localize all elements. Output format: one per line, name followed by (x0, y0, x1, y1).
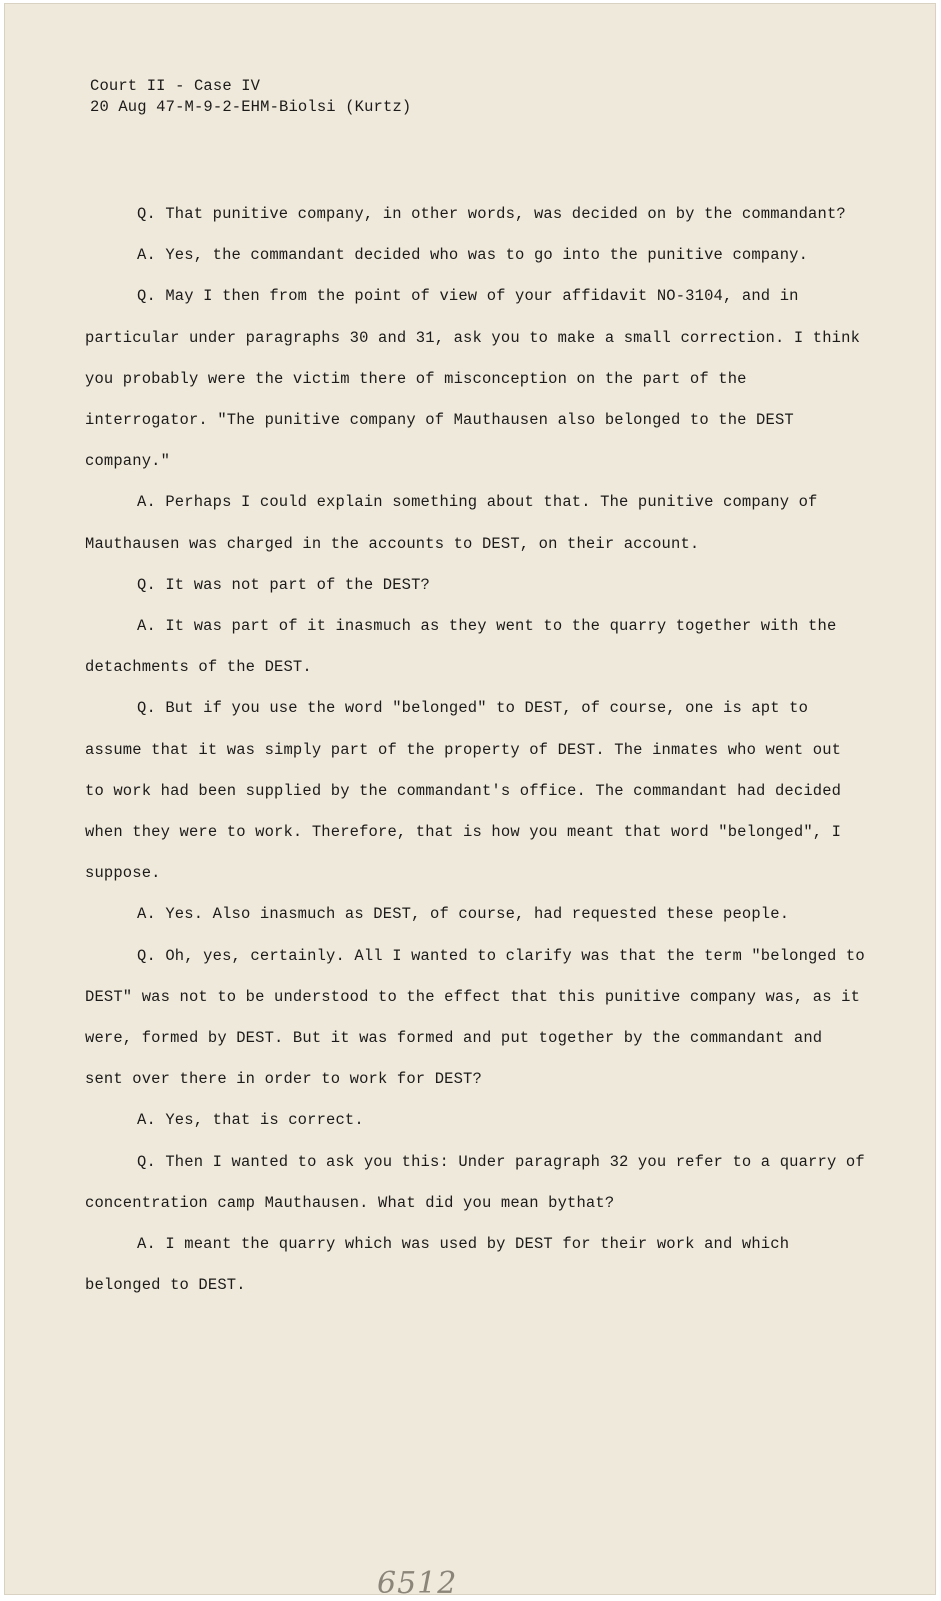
transcript-paragraph: A. Yes, the commandant decided who was to go into the punitive company. (137, 246, 809, 265)
transcript-paragraph: A. It was part of it inasmuch as they went to the quarry together with the detachments of the DEST. (85, 617, 837, 677)
handwritten-page-number: 6512 (377, 1566, 458, 1601)
session-reference-line: 20 Aug 47-M-9-2-EHM-Biolsi (Kurtz) (90, 98, 412, 116)
transcript-paragraph: Q. But if you use the word "belonged" to DEST, of course, one is apt to assume that it was simply part of the property of DEST. The inmates who went out to work had been supplied by the commandant's office. The commandant had decided when they were to work. Therefore, that is how you meant that word "belonged", I suppose. (85, 699, 842, 883)
transcript-paragraph: Q. May I then from the point of view of your affidavit NO-3104, and in particular under paragraphs 30 and 31, ask you to make a small correction. I think you probably were the victim there of misconception on the part of the interrogator. "The punitive company of Mauthausen also belonged to the DEST company." (85, 287, 861, 471)
transcript-paragraph: A. Yes. Also inasmuch as DEST, of course, had requested these people. (137, 905, 790, 924)
transcript-body (85, 194, 865, 1306)
court-case-line: Court II - Case IV (90, 77, 261, 95)
transcript-paragraph: Q. Oh, yes, certainly. All I wanted to clarify was that the term "belonged to DEST" was not to be understood to the effect that this punitive company was, as it were, formed by DEST. But it was formed and put together by the commandant and sent over there in order to work for DEST? (85, 946, 865, 1089)
transcript-paragraph: Q. It was not part of the DEST? (137, 575, 430, 594)
transcript-paragraph: Q. That punitive company, in other words, was decided on by the commandant? (137, 205, 846, 223)
transcript-paragraph: A. Yes, that is correct. (137, 1111, 364, 1130)
transcript-paragraph: A. Perhaps I could explain something about that. The punitive company of Mauthausen was charged in the accounts to DEST, on their account. (85, 493, 818, 553)
transcript-paragraph: Q. Then I wanted to ask you this: Under paragraph 32 you refer to a quarry of concentration camp Mauthausen. What did you mean bythat? (85, 1152, 865, 1212)
case-header (90, 76, 411, 118)
transcript-paragraph: A. I meant the quarry which was used by DEST for their work and which belonged to DEST. (85, 1235, 790, 1295)
document-page (4, 3, 936, 1601)
